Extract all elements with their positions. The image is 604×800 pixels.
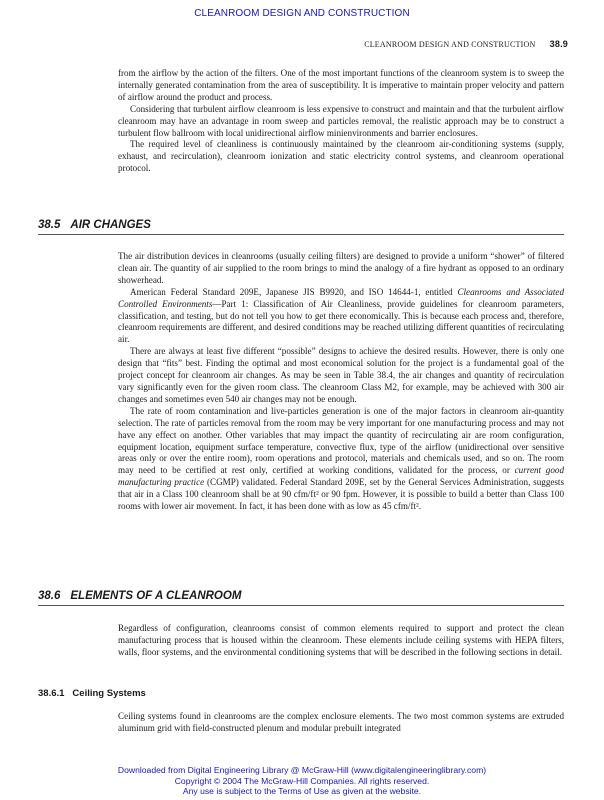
footer xyxy=(0,765,604,797)
section-title: AIR CHANGES xyxy=(70,219,151,231)
subsection-title: Ceiling Systems xyxy=(72,688,146,699)
paragraph: The air distribution devices in cleanrooms (usually ceiling filters) are designed to provide a uniform “shower” of filtered clean air. The quantity of air supplied to the room brings to mind the analogy of a fire hydrant as opposed to an ordinary showerhead. xyxy=(118,251,564,285)
text-run: American Federal Standard 209E, Japanese JIS B9920, and ISO 14644-1, entitled xyxy=(130,286,458,297)
section-title: ELEMENTS OF A CLEANROOM xyxy=(70,590,242,602)
section-heading-air-changes xyxy=(38,219,564,235)
text-run: (CGMP) validated. Federal Standard 209E, set by the General Services Administration, suggests that air in a Class 100 cleanroom shall be at 90 cfm/ft² or 90 fpm. However, it is possible to build a better than Class 100 rooms with lower air movement. In fact, it has been done with as low as 45 cfm/ft². xyxy=(118,477,565,512)
footer-copyright: Copyright © 2004 The McGraw-Hill Companies. All rights reserved. xyxy=(174,775,430,786)
section-heading-elements-of-a-cleanroom xyxy=(38,590,564,606)
paragraph xyxy=(118,406,564,513)
paragraph: Considering that turbulent airflow cleanroom is less expensive to construct and maintain and that the turbulent airflow cleanroom may have an advantage in room sweep and particles removal, the realistic approach may be to construct a turbulent flow ballroom with local unidirectional airflow minienvironments and barrier enclosures. xyxy=(118,103,564,138)
running-head-title: CLEANROOM DESIGN AND CONSTRUCTION xyxy=(364,40,536,49)
subsection-heading-ceiling-systems xyxy=(38,688,146,699)
footer-download-link[interactable]: Downloaded from Digital Engineering Library @ McGraw-Hill (www.digitalengineeringlibrary.com) xyxy=(117,765,487,775)
page-banner: CLEANROOM DESIGN AND CONSTRUCTION xyxy=(194,8,410,19)
running-head xyxy=(364,39,568,49)
footer-terms-link[interactable]: Any use is subject to the Terms of Use as given at the website. xyxy=(182,786,422,796)
paragraph xyxy=(118,287,564,347)
ceiling-systems-text xyxy=(118,711,564,735)
subsection-number: 38.6.1 xyxy=(38,688,65,699)
air-changes-text xyxy=(118,251,564,513)
italic-term: current good manufacturing practice xyxy=(118,465,564,488)
elements-text xyxy=(118,623,564,659)
paragraph: from the airflow by the action of the filters. One of the most important functions of the cleanroom system is to sweep the internally generated contamination from the area of susceptibility. It is imperative to maintain proper velocity and pattern of airflow around the product and process. xyxy=(118,68,564,102)
paragraph: Regardless of configuration, cleanrooms consist of common elements required to support and protect the clean manufacturing process that is housed within the cleanroom. These elements include ceiling systems with HEPA filters, walls, floor systems, and the environmental conditioning systems that will be described in the following sections in detail. xyxy=(118,623,564,657)
section-number: 38.6 xyxy=(38,590,61,602)
paragraph: The required level of cleanliness is continuously maintained by the cleanroom air-conditioning systems (supply, exhaust, and recirculation), cleanroom ionization and static electricity control systems, and cleanroom operational protocol. xyxy=(118,139,564,174)
paragraph: There are always at least five different “possible” designs to achieve the desired results. However, there is only one design that “fits” best. Finding the optimal and most economical solution for the project is a fundamental goal of the project concept for cleanroom air changes. As may be seen in Table 38.4, the air changes and quantity of recirculation vary significantly even for the given room class. The cleanroom Class M2, for example, may be achieved with 300 air changes and sometimes even 540 air changes may not be enough. xyxy=(118,346,564,404)
paragraph: Ceiling systems found in cleanrooms are the complex enclosure elements. The two most common systems are extruded aluminum grid with field-constructed plenum and modular prebuilt integrated xyxy=(118,711,564,733)
page-number: 38.9 xyxy=(549,39,568,49)
section-number: 38.5 xyxy=(38,219,61,231)
text-run: —Part 1: Classification of Air Cleanliness, provide guidelines for cleanroom parameters, classification, and testing, but do not tell you how to get there economically. This is because each process and, therefore, cleanroom requirements are different, and desired conditions may be reached utilizing different quantities of recirculating air. xyxy=(118,298,564,345)
publication-title: Cleanrooms and Associated Controlled Environments xyxy=(118,286,565,309)
text-run: The rate of room contamination and live-particles generation is one of the major factors in cleanroom air-quantity selection. The rate of particles removal from the room may be very important for one manufacturing process and may not have any effect on another. Other variables that may impact the quantity of recirculating air are room configuration, equipment location, equipment surface temperature, convective flux, type of the airflow (unidirectional over sensitive areas only or over the entire room), room operations and protocol, materials and chemicals used, and so on. The room may need to be certified at rest only, certified at working conditions, validated for the process, or xyxy=(118,405,564,476)
intro-text xyxy=(118,68,564,175)
